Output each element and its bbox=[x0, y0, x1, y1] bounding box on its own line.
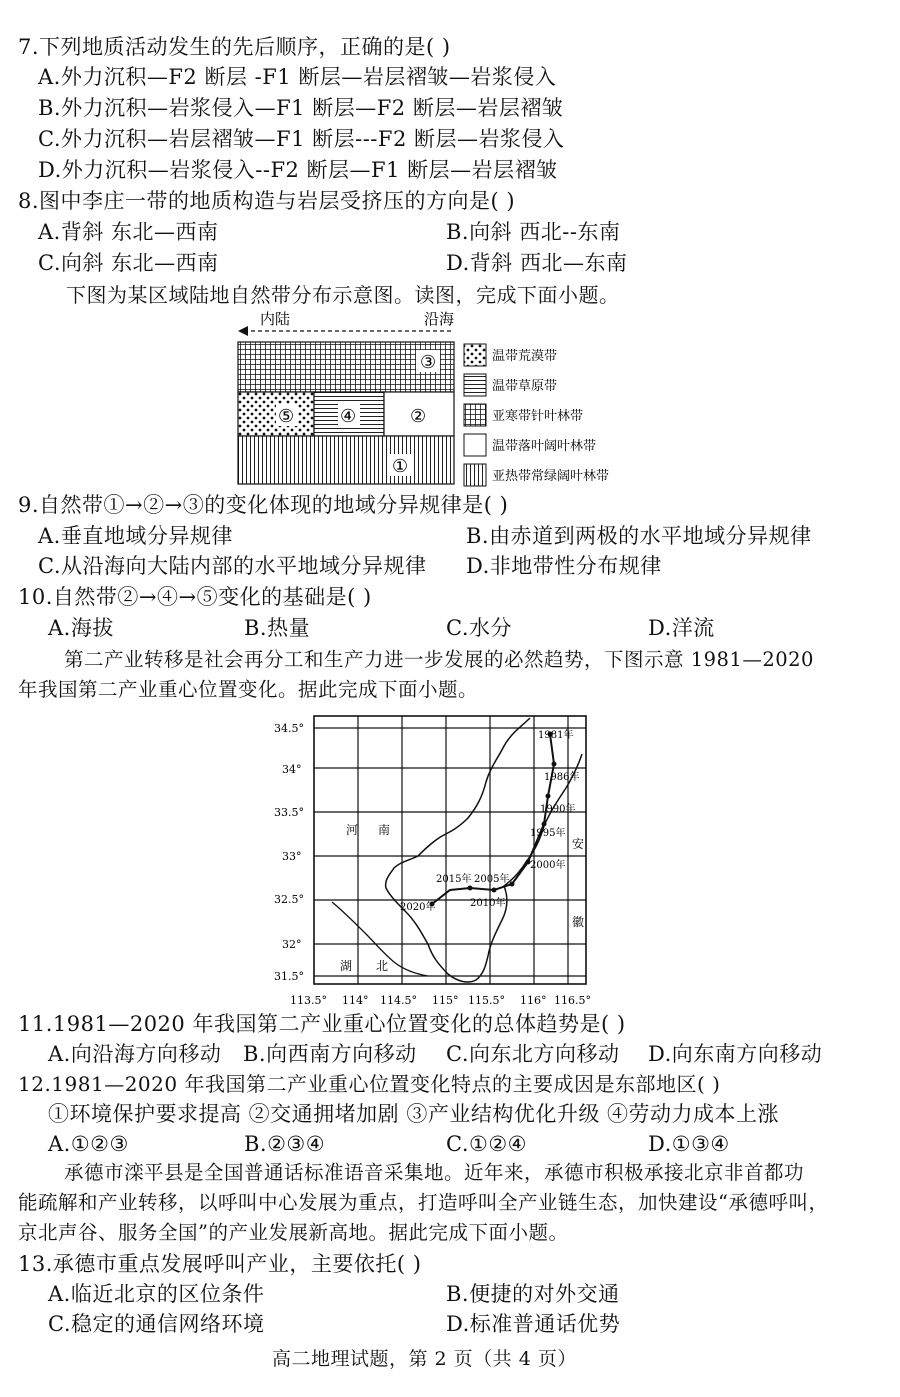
year-2015: 2015年 bbox=[436, 874, 472, 885]
map-grid bbox=[314, 716, 586, 984]
legend-deciduous: 温带落叶阔叶林带 bbox=[492, 439, 597, 454]
legend-swatch-taiga bbox=[464, 404, 486, 426]
q8-option-a: A.背斜 东北—西南 bbox=[38, 220, 219, 244]
intro-industry-l2: 年我国第二产业重心位置变化。据此完成下面小题。 bbox=[18, 678, 479, 701]
q11-option-d: D.向东南方向移动 bbox=[648, 1042, 823, 1066]
q12-items: ①环境保护要求提高 ②交通拥堵加剧 ③产业结构优化升级 ④劳动力成本上涨 bbox=[48, 1102, 780, 1126]
q13-option-b: B.便捷的对外交通 bbox=[446, 1282, 620, 1306]
zone-number-5: ⑤ bbox=[278, 406, 295, 427]
q12-option-b: B.②③④ bbox=[244, 1132, 326, 1156]
x-tick-114: 114° bbox=[342, 994, 369, 1007]
intro-chengde-l3: 京北声谷、服务全国”的产业发展新高地。据此完成下面小题。 bbox=[18, 1221, 569, 1244]
q12-stem: 12.1981—2020 年我国第二产业重心位置变化特点的主要成因是东部地区( ) bbox=[18, 1072, 721, 1096]
natural-zone-diagram bbox=[230, 304, 670, 490]
y-axis-ticks bbox=[274, 722, 304, 983]
q10-stem: 10.自然带②→④→⑤变化的基础是( ) bbox=[18, 585, 372, 609]
y-tick-34: 34° bbox=[282, 763, 302, 776]
q8-option-c: C.向斜 东北—西南 bbox=[38, 251, 219, 275]
q8-option-b: B.向斜 西北--东南 bbox=[446, 220, 621, 244]
intro-industry-l1: 第二产业转移是社会再分工和生产力进一步发展的必然趋势，下图示意 1981—2020 bbox=[64, 648, 814, 671]
q12-option-c: C.①②④ bbox=[446, 1132, 527, 1156]
label-bei: 北 bbox=[376, 959, 389, 973]
q13-stem: 13.承德市重点发展呼叫产业，主要依托( ) bbox=[18, 1252, 422, 1276]
x-tick-115: 115° bbox=[432, 994, 459, 1007]
x-tick-113.5: 113.5° bbox=[290, 994, 327, 1007]
q11-option-b: B.向西南方向移动 bbox=[243, 1042, 417, 1066]
q7-option-b: B.外力沉积—岩浆侵入—F1 断层—F2 断层—岩层褶皱 bbox=[38, 96, 564, 120]
q13-option-c: C.稳定的通信网络环境 bbox=[48, 1312, 265, 1336]
coast-label: 沿海 bbox=[424, 310, 455, 328]
y-tick-31.5: 31.5° bbox=[274, 970, 304, 983]
legend-swatch-grassland bbox=[464, 374, 486, 396]
year-2010: 2010年 bbox=[470, 898, 506, 909]
year-2020: 2020年 bbox=[400, 902, 436, 913]
q7-option-c: C.外力沉积—岩层褶皱—F1 断层---F2 断层—岩浆侵入 bbox=[38, 127, 565, 151]
year-1995: 1995年 bbox=[530, 828, 566, 839]
q10-option-b: B.热量 bbox=[244, 616, 311, 640]
intro-chengde-l1: 承德市滦平县是全国普通话标准语音采集地。近年来，承德市积极承接北京非首都功 bbox=[64, 1161, 805, 1184]
legend-desert: 温带荒漠带 bbox=[492, 349, 558, 364]
legend-swatch-desert bbox=[464, 344, 486, 366]
year-1990: 1990年 bbox=[540, 804, 576, 815]
y-tick-33.5: 33.5° bbox=[274, 806, 304, 819]
x-tick-114.5: 114.5° bbox=[380, 994, 417, 1007]
label-he: 河 bbox=[346, 823, 359, 837]
q10-option-c: C.水分 bbox=[446, 616, 512, 640]
industry-center-map bbox=[272, 712, 598, 1012]
intro-chengde-l2: 能疏解和产业转移，以呼叫中心发展为重点，打造呼叫全产业链生态，加快建设“承德呼叫， bbox=[18, 1191, 829, 1214]
legend-swatch-evergreen bbox=[464, 464, 486, 486]
label-nan: 南 bbox=[378, 823, 391, 837]
y-tick-32.5: 32.5° bbox=[274, 893, 304, 906]
q13-option-d: D.标准普通话优势 bbox=[446, 1312, 621, 1336]
y-tick-34.5: 34.5° bbox=[274, 722, 304, 735]
page-footer: 高二地理试题，第 2 页（共 4 页） bbox=[272, 1348, 577, 1370]
q10-option-a: A.海拔 bbox=[48, 616, 114, 640]
year-1981: 1981年 bbox=[538, 730, 574, 741]
q9-option-b: B.由赤道到两极的水平地域分异规律 bbox=[466, 524, 812, 548]
legend-taiga: 亚寒带针叶林带 bbox=[492, 409, 584, 424]
q9-option-a: A.垂直地域分异规律 bbox=[38, 524, 233, 548]
q13-option-a: A.临近北京的区位条件 bbox=[48, 1282, 265, 1306]
q12-option-d: D.①③④ bbox=[648, 1132, 730, 1156]
label-hu: 湖 bbox=[340, 959, 353, 973]
q9-option-c: C.从沿海向大陆内部的水平地域分异规律 bbox=[38, 554, 427, 578]
q8-option-d: D.背斜 西北—东南 bbox=[446, 251, 628, 275]
year-1986: 1986年 bbox=[544, 772, 580, 783]
q9-stem: 9.自然带①→②→③的变化体现的地域分异规律是( ) bbox=[18, 493, 509, 517]
inland-label: 内陆 bbox=[260, 310, 291, 328]
y-tick-32: 32° bbox=[282, 938, 302, 951]
label-an: 安 bbox=[572, 837, 585, 851]
q9-option-d: D.非地带性分布规律 bbox=[466, 554, 662, 578]
q12-option-a: A.①②③ bbox=[48, 1132, 129, 1156]
zone-number-1: ① bbox=[392, 456, 409, 477]
label-hui: 徽 bbox=[572, 915, 585, 929]
y-tick-33: 33° bbox=[282, 850, 302, 863]
x-tick-116.5: 116.5° bbox=[554, 994, 591, 1007]
q8-stem: 8.图中李庄一带的地质构造与岩层受挤压的方向是( ) bbox=[18, 189, 516, 213]
zone-1-evergreen bbox=[238, 436, 454, 484]
q11-option-a: A.向沿海方向移动 bbox=[48, 1042, 222, 1066]
zone-number-3: ③ bbox=[420, 352, 437, 373]
q7-option-a: A.外力沉积—F2 断层 -F1 断层—岩层褶皱—岩浆侵入 bbox=[38, 65, 557, 89]
zone-number-4: ④ bbox=[340, 406, 357, 427]
legend-grassland: 温带草原带 bbox=[492, 379, 558, 394]
legend-swatch-deciduous bbox=[464, 434, 486, 456]
x-axis-ticks bbox=[290, 994, 591, 1007]
zone-number-2: ② bbox=[410, 406, 427, 427]
year-2005: 2005年 bbox=[474, 874, 510, 885]
q11-option-c: C.向东北方向移动 bbox=[446, 1042, 620, 1066]
x-tick-115.5: 115.5° bbox=[468, 994, 505, 1007]
x-tick-116: 116° bbox=[520, 994, 547, 1007]
q11-stem: 11.1981—2020 年我国第二产业重心位置变化的总体趋势是( ) bbox=[18, 1012, 626, 1036]
legend-evergreen: 亚热带常绿阔叶林带 bbox=[492, 469, 610, 484]
q7-option-d: D.外力沉积—岩浆侵入--F2 断层—F1 断层—岩层褶皱 bbox=[38, 158, 558, 182]
intro-natural-zones: 下图为某区域陆地自然带分布示意图。读图，完成下面小题。 bbox=[66, 283, 620, 307]
q10-option-d: D.洋流 bbox=[648, 616, 715, 640]
year-2000: 2000年 bbox=[530, 860, 566, 871]
q7-stem: 7.下列地质活动发生的先后顺序，正确的是( ) bbox=[18, 35, 451, 59]
